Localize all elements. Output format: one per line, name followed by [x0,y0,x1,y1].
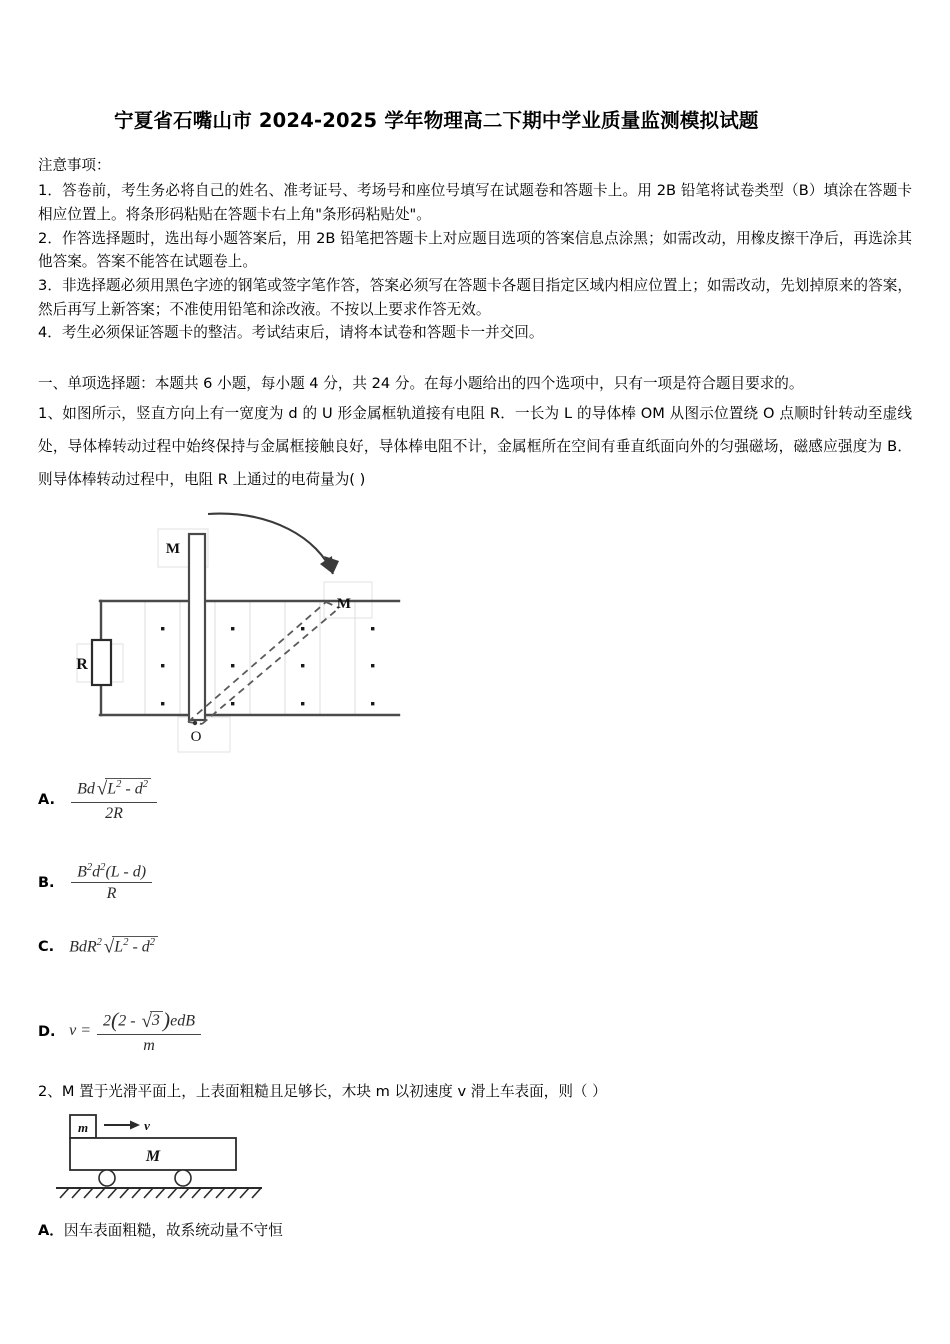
question-1-text: 1、如图所示，竖直方向上有一宽度为 d 的 U 形金属框轨道接有电阻 R．一长为 L 的导体棒 OM 从图示位置绕 O 点顺时针转动至虚线处，导体棒转动过程中始终保持与金属框接触良好，导体棒电阻不计，金属框所在空间有垂直纸面向外的匀强磁场，磁感应强度为 B．则导体棒转动过程中，电阻 R 上通过的电荷量为( ) [38,405,912,488]
notice-item-2: 2．作答选择题时，选出每小题答案后，用 2B 铅笔把答题卡上对应题目选项的答案信息点涂黑；如需改动，用橡皮擦干净后，再选涂其他答案。答案不能答在试题卷上。 [38,229,912,271]
velocity-label: v [144,1118,150,1133]
question-2-option-a[interactable] [38,1219,638,1242]
opt-d-lhs: v = [69,1022,91,1040]
option-b-formula: $\frac{B^2d^2(L - d)}{R}$ [69,862,154,903]
cart-m-label: M [145,1148,161,1165]
pivot-label: O [190,729,202,745]
question-2-figure [52,1112,312,1217]
option-a-label: A. [38,792,55,809]
cart-wheels [99,1170,191,1186]
rod-end-label-final: M [336,596,352,612]
question-1-option-a[interactable] [38,778,538,823]
opt-a-denominator: 2R [105,804,123,822]
option-c-label: C. [38,939,55,956]
conducting-rod-final-dashed [188,602,339,724]
resistor-label: R [76,656,88,673]
option-c-formula: BdR$^2$ $√L^2 - d^2$ [69,936,158,959]
resistor-symbol [92,640,111,685]
option-d-label: D. [38,1023,56,1040]
notices-heading: 注意事项： [38,158,111,174]
block-on-cart-diagram [52,1112,312,1217]
conducting-rod-initial [189,534,205,720]
notice-item-3: 3．非选择题必须用黑色字迹的钢笔或签字笔作答，答案必须写在答题卡各题目指定区域内相应位置上；如需改动，先划掉原来的答案，然后再写上新答案；不准使用铅笔和涂改液。不按以上要求作答无效。 [38,277,912,318]
rod-end-label-initial: M [165,541,181,557]
question-1-option-b[interactable] [38,862,538,903]
rotation-arrow [208,514,339,574]
opt-b-denominator: R [106,885,117,903]
velocity-arrow [104,1121,140,1130]
option-a-formula: $\frac{Bd √L^2 - d^2}{2R}$ [69,778,159,823]
question-1-figure [56,512,436,760]
question-1-option-d[interactable] [38,1008,538,1055]
section-heading-multiple-choice: 一、单项选择题：本题共 6 小题，每小题 4 分，共 24 分。在每小题给出的四个选项中，只有一项是符合题目要求的。 [38,375,804,392]
page-title: 宁夏省石嘴山市 2024-2025 学年物理高二下期中学业质量监测模拟试题 [114,109,759,132]
notice-item-1: 1．答卷前，考生务必将自己的姓名、准考证号、考场号和座位号填写在试题卷和答题卡上。用 2B 铅笔将试卷类型（B）填涂在答题卡相应位置上。将条形码粘贴在答题卡右上角"条形码粘贴处"。 [38,182,912,224]
question-2-text: 2、M 置于光滑平面上，上表面粗糙且足够长，木块 m 以初速度 v 滑上车表面，则（ ） [38,1083,607,1100]
block-m-label: m [77,1120,89,1135]
question-2-option-a-label: A． [38,1222,64,1239]
ground-hatching [60,1188,261,1198]
pivot-point [193,721,197,725]
opt-d-denominator: m [143,1037,155,1054]
option-d-formula: v = $\frac{\text{2(2 - √3 )edB}}{m}$ [69,1008,203,1055]
u-rail-magnetic-field-diagram [56,512,436,760]
question-1-option-c[interactable] [38,936,538,959]
question-2-option-a-text: 因车表面粗糙，故系统动量不守恒 [63,1222,283,1239]
opt-a-num-prefix: Bd [77,780,95,798]
notices-block [38,155,912,345]
notice-item-4: 4．考生必须保证答题卡的整洁。考试结束后，请将本试卷和答题卡一并交回。 [38,324,544,342]
option-b-label: B. [38,874,55,891]
